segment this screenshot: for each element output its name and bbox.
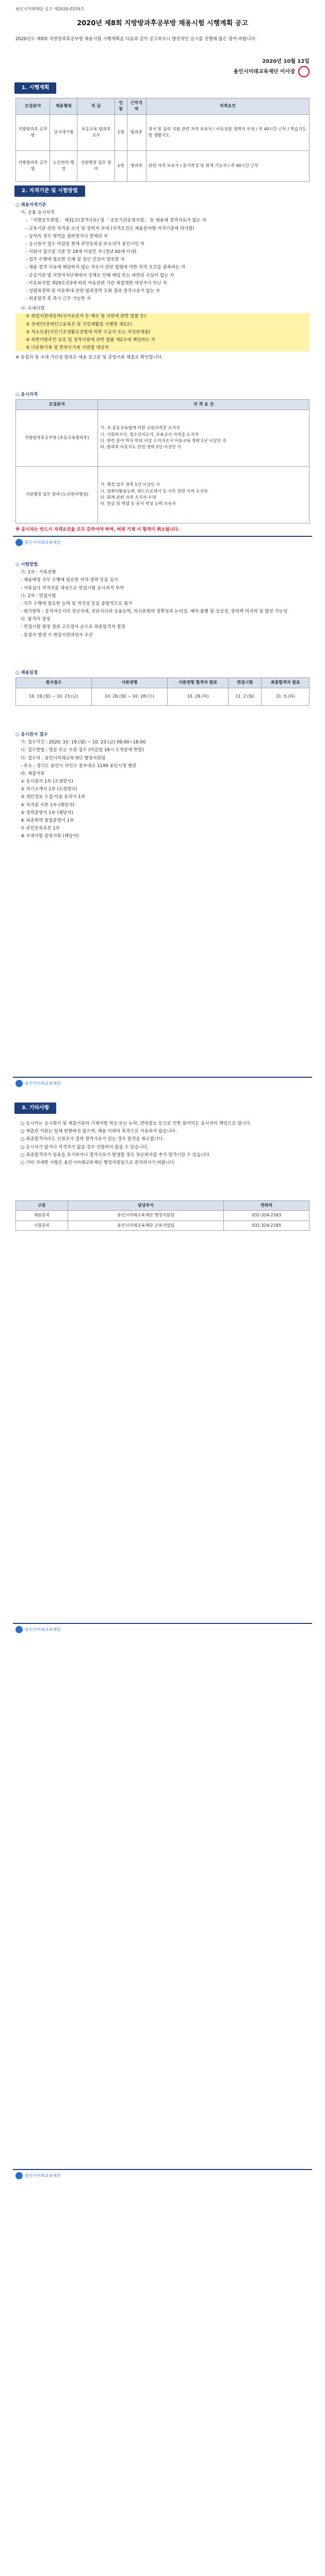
schedule-block: ○ 채용일정 원서접수 서류전형 서류전형 합격자 발표 면접시험 최종합격자 발표 10. 19.(월) ~ 10. 23.(금) 10. 26.(월) ~ 10. 28.(수) 10. 29.(목) 11. 2.(월) 11. 5.(목) [15, 670, 310, 706]
footer-org: 용인시미래교육재단 [15, 2172, 61, 2179]
col-header: 자격요건 [146, 98, 309, 115]
contact-table: 구분 담당부서 연락처 채용문의 용인시미래교육재단 행정지원팀 031-324-2163 시험문의 용인시미래교육재단 교육사업팀 031-324-2165 [15, 1200, 310, 1231]
table-row: 지방방과후공부방 (초등교육방과후) 가. 초·중등교육법에 의한 교원자격증 소지자 나. 사회복지사, 청소년지도사, 보육교사 자격증 소지자 다. 관련 분야 학사 학위 이상 소지자로서 아동교육 경력 1년 이상인 자 라. 방과후 아동지도 관련 경력 2년 이상인 자 [16, 410, 310, 466]
col-header: 모집분야 [16, 98, 50, 115]
document-title: 2020년 제8회 지방방과후공부방 채용시험 시행계획 공고 [77, 20, 248, 27]
announcement-ref: 용인시미래재단 공고 제2020-0135호 [15, 7, 85, 11]
official-seal-icon [298, 66, 310, 77]
section-3-header: 3. 기타사항 [14, 1103, 56, 1114]
date-line [234, 58, 310, 77]
org-logo-icon [15, 1626, 23, 1633]
col-header: 채용형태 [50, 98, 77, 115]
page-divider [13, 536, 312, 537]
table-row: 지방방과후 공부방 상시대기형 초등교육 방과후교사 1명 방과후 정서 및 심리 지원 관련 자격 보유자 / 아동상담 경력자 우대 / 주 40시간 근무 / 학습지도 및 생활지도 [16, 114, 310, 150]
org-logo-icon [15, 539, 23, 546]
col-header: 근무지역 [127, 98, 146, 115]
qualifications-block: ○ 채용자격기준 가. 공통 응시자격 - 「지방공무원법」 제31조(결격사유) 및 「공공기관운영지침」 등 채용에 결격사유가 없는 자 - 교육기관 관련 자격증 소지 및 경력자 우대 (자격요건은 채용분야별 자격기준에 의거함) - 남자의 경우 병역을 필하였거나 면제된 자 - 응시원서 접수 마감일 현재 주민등록상 주소지가 용인시인 자 - 지원서 접수일 기준 만 18세 이상인 자 (정년 60세 이내) - 업무 수행에 필요한 신체 및 정신 건강이 양호한 자 - 채용 결격 사유에 해당하지 않는 자로서 관련 법령에 의한 자격 요건을 충족하는 자 - 공공기관 및 지방자치단체에서 징계로 인해 해임 또는 파면된 사실이 없는 자 - 아동복지법 제29조의3에 따른 아동관련 기관 취업제한 대상자가 아닌 자 - 성범죄경력 및 아동학대 관련 범죄경력 조회 결과 결격사유가 없는 자 - 최종합격 후 즉시 근무 가능한 자 나. 우대사항 ① 취업지원대상자(국가유공자 등 예우 및 지원에 관한 법률 등) ② 장애인(장애인고용촉진 및 직업재활법 시행령 제3조) ③ 저소득층(국민기초생활보장법에 의한 수급자 또는 차상위계층) ④ 북한이탈주민 보호 및 정착지원에 관한 법률 제2조에 해당하는 자 ⑤ 다문화가족 및 한부모가족 지원법 대상자 ※ 동점자 및 우대 가산점 항목은 채용 공고문 및 증빙서류 제출로 확인합니다. [15, 202, 310, 362]
misc-block: ○ 응시자는 응시원서 및 제출서류의 기재사항 착오 또는 누락, 연락불능 등으로 인한 불이익은 응시자의 책임으로 합니다. ○ 제출된 서류는 일체 반환하지 않으며, 채용 이외의 목적으로 사용하지 않습니다. ○ 최종합격자라도 신원조사 결과 결격사유가 있는 경우 합격을 취소합니다. ○ 응시자가 없거나 적격자가 없을 경우 선발하지 않을 수 있습니다. ○ 최종합격자가 임용을 포기하거나 결격사유가 발생할 경우 차순위자를 추가 합격시킬 수 있습니다. ○ 기타 자세한 사항은 용인시미래교육재단 행정지원팀으로 문의하시기 바랍니다. [21, 1121, 252, 1165]
footer-org: 용인시미래교육재단 [15, 1626, 61, 1633]
announce-date: 2020년 10월 12일 [262, 59, 310, 64]
col-header: 인원 [115, 98, 127, 115]
page-divider [13, 2169, 312, 2170]
issuer-name: 용인시미래교육재단 이사장 [234, 66, 310, 77]
common-qualifications: - 「지방공무원법」 제31조(결격사유) 및 「공공기관운영지침」 등 채용에 결격사유가 없는 자 - 교육기관 관련 자격증 소지 및 경력자 우대 (자격요건은 채용분야별 자격기준에 의거함) - 남자의 경우 병역을 필하였거나 면제된 자 - 응시원서 접수 마감일 현재 주민등록상 주소지가 용인시인 자 - 지원서 접수일 기준 만 18세 이상인 자 (정년 60세 이내) - 업무 수행에 필요한 신체 및 정신 건강이 양호한 자 - 채용 결격 사유에 해당하지 않는 자로서 관련 법령에 의한 자격 요건을 충족하는 자 - 공공기관 및 지방자치단체에서 징계로 인해 해임 또는 파면된 사실이 없는 자 - 아동복지법 제29조의3에 따른 아동관련 기관 취업제한 대상자가 아닌 자 - 성범죄경력 및 아동학대 관련 범죄경력 조회 결과 결격사유가 없는 자 - 최종합격 후 즉시 근무 가능한 자 [26, 218, 206, 302]
footer-org: 용인시미래교육재단 [15, 1080, 61, 1087]
org-logo-icon [15, 2172, 23, 2179]
org-logo-icon [15, 1080, 23, 1087]
page-divider [13, 1077, 312, 1078]
table-row: 시험문의 용인시미래교육재단 교육사업팀 031-324-2165 [16, 1221, 310, 1230]
section-1-header: 1. 시행계획 [14, 82, 56, 94]
section-2-header: 2. 자격기준 및 시험방법 [14, 185, 85, 197]
preference-list: ① 취업지원대상자(국가유공자 등 예우 및 지원에 관한 법률 등) ② 장애인(장애인고용촉진 및 직업재활법 시행령 제3조) ③ 저소득층(국민기초생활보장법에 의한 수급자 또는 차상위계층) ④ 북한이탈주민 보호 및 정착지원에 관한 법률 제2조에 해당하는 자 ⑤ 다문화가족 및 한부모가족 지원법 대상자 [15, 313, 310, 351]
table-row: 10. 19.(월) ~ 10. 23.(금) 10. 26.(월) ~ 10. 28.(수) 10. 29.(목) 11. 2.(월) 11. 5.(목) [16, 688, 310, 705]
intro-text: 2020년도 제8회 지방방과후공부방 채용시험 시행계획을 다음과 같이 공고하오니 발전적인 응시를 진행해 많은 참여 바랍니다. [15, 37, 257, 42]
page-divider [13, 1623, 312, 1624]
table-row: 지원행정 업무 참여 (노인편의행정) 가. 행정 업무 경력 1년 이상인 자 나. 컴퓨터활용능력, 워드프로세서 등 사무 관련 자격 소지자 다. 회계 관련 자격 소지자 우대 라. 한글 및 엑셀 등 문서 작성 능력 보유자 [16, 466, 310, 523]
application-block: ○ 응시원서 접수 가. 접수기간 : 2020. 10. 19.(월) ~ 10. 23.(금) 09:00~18:00 나. 접수방법 : 방문 또는 우편 접수 (마감일 18시 도착분에 한함) 다. 접수처 : 용인시미래교육재단 행정지원팀 - 주소 : 경기도 용인시 처인구 중부대로 1199 용인시청 별관 라. 제출서류 ① 응시원서 1부 (소정양식) ② 자기소개서 1부 (소정양식) ③ 개인정보 수집·이용 동의서 1부 ④ 자격증 사본 1부 (해당자) ⑤ 경력증명서 1부 (해당자) ⑥ 최종학력 졸업증명서 1부 ⑦ 주민등록초본 1부 ⑧ 우대사항 증빙서류 (해당자) [15, 732, 146, 839]
footer-org: 용인시미래교육재단 [15, 539, 61, 546]
table-row: 채용문의 용인시미래교육재단 행정지원팀 031-324-2163 [16, 1211, 310, 1221]
col-header: 직 급 [77, 98, 115, 115]
eligibility-box: ○ 응시자격 모집분야 자 격 요 건 지방방과후공부방 (초등교육방과후) 가. 초·중등교육법에 의한 교원자격증 소지자 나. 사회복지사, 청소년지도사, 보육교사 자격증 소지자 다. 관련 분야 학사 학위 이상 소지자로서 아동교육 경력 1년 이상인 자 라. 방과후 아동지도 관련 경력 2년 이상인 자 지원행정 업무 참여 (노인편의행정) 가. 행정 업무 경력 1년 이상인 자 나. 컴퓨터활용능력, 워드프로세서 등 사무 관련 자격 소지자 다. 회계 관련 자격 소지자 우대 라. 한글 및 엑셀 등 문서 작성 능력 보유자 ※ 응시자는 반드시 자격요건을 모두 갖추어야 하며, 허위 기재 시 합격이 취소됩니다. [15, 392, 310, 534]
table-row: 지방방과후 공부방 노인편의 행정 지원행정 업무 참여 1명 방과후 관련 자격 보유자 / 문서작성 및 회계 가능자 / 주 40시간 근무 [16, 150, 310, 181]
recruit-table [15, 98, 310, 182]
exam-method-block: ○ 시험방법 가. 1차 : 서류전형 - 채용예정 직무 수행에 필요한 자격·경력 등을 심사 - 서류심사 적격자를 대상으로 면접시험 응시자격 부여 나. 2차 : 면접시험 - 직무 수행에 필요한 능력 및 적격성 등을 종합적으로 평가 - 평가항목 : 공직자로서의 정신자세, 전문지식과 응용능력, 의사표현의 정확성과 논리성, 예의·품행 및 성실성, 창의력·의지력 및 발전 가능성 다. 합격자 결정 - 면접시험 평정 결과 고득점자 순으로 최종합격자 결정 - 동점자 발생 시 취업지원대상자 우선 [15, 562, 287, 638]
